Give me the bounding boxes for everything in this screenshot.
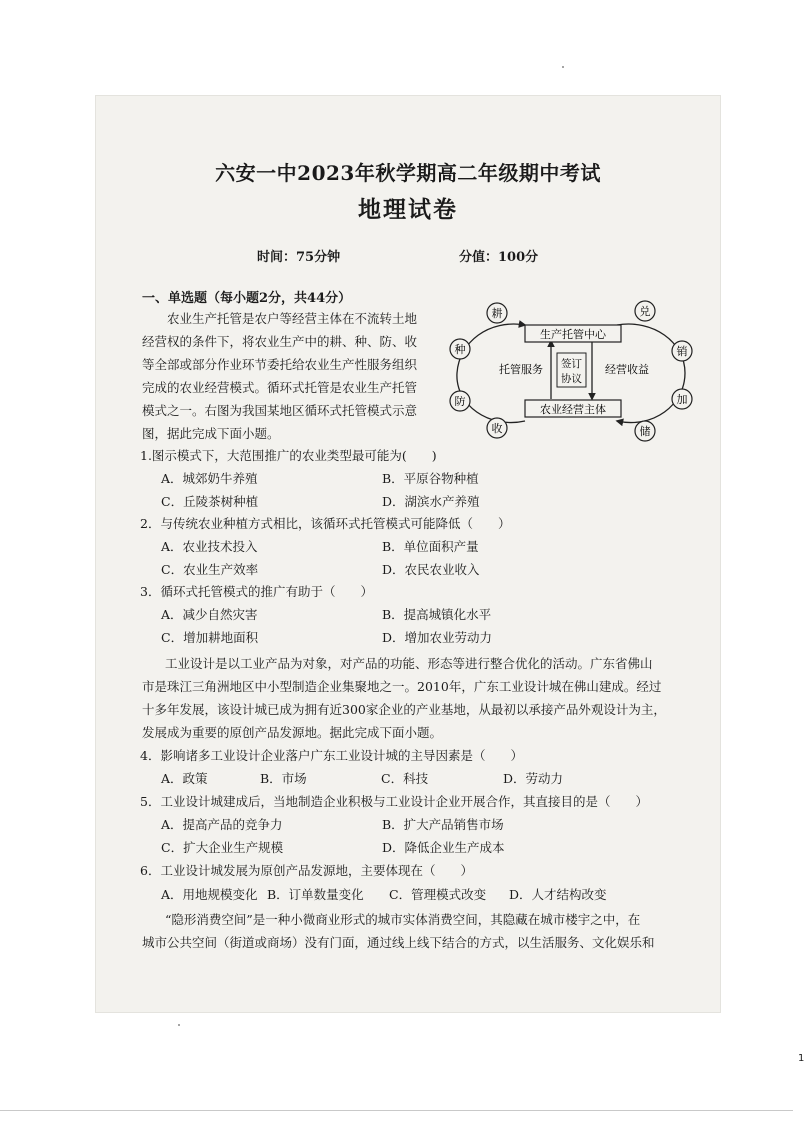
question-5-option-a: A．提高产品的竞争力 bbox=[161, 817, 283, 832]
question-3-stem: 3．循环式托管模式的推广有助于（ ） bbox=[140, 584, 373, 599]
question-4-option-b: B．市场 bbox=[260, 771, 307, 786]
agreement-label-1: 签订 bbox=[561, 358, 582, 370]
scan-dot bbox=[178, 1024, 180, 1026]
question-5-option-c: C．扩大企业生产规模 bbox=[161, 840, 284, 855]
node-store: 储 bbox=[639, 425, 651, 438]
question-2-option-b: B．单位面积产量 bbox=[382, 539, 479, 554]
question-1-option-c: C．丘陵茶树种植 bbox=[161, 494, 259, 509]
question-4-stem: 4．影响诸多工业设计企业落户广东工业设计城的主导因素是（ ） bbox=[140, 748, 523, 763]
question-1-stem: 1.图示模式下，大范围推广的农业类型最可能为( ) bbox=[140, 448, 437, 463]
operating-income-label: 经营收益 bbox=[605, 363, 649, 376]
question-5-stem: 5．工业设计城建成后，当地制造企业积极与工业设计企业开展合作，其直接目的是（ ） bbox=[140, 794, 648, 809]
exam-title: 六安一中2023年秋学期高二年级期中考试 bbox=[215, 161, 601, 185]
question-3-option-b: B．提高城镇化水平 bbox=[382, 607, 492, 622]
question-1-option-a: A．城郊奶牛养殖 bbox=[161, 471, 258, 486]
question-5-option-d: D．降低企业生产成本 bbox=[382, 840, 505, 855]
question-1-option-b: B．平原谷物种植 bbox=[382, 471, 479, 486]
question-4-option-c: C．科技 bbox=[381, 771, 429, 786]
intro1-line: 模式之一。右图为我国某地区循环式托管模式示意 bbox=[142, 403, 418, 418]
intro1-line: 完成的农业经营模式。循环式托管是农业生产托管 bbox=[142, 380, 418, 395]
intro2-line: 市是珠江三角洲地区中小型制造企业集聚地之一。2010年，广东工业设计城在佛山建成。经过 bbox=[142, 679, 662, 694]
question-6-option-b: B．订单数量变化 bbox=[267, 887, 364, 902]
node-plant: 种 bbox=[454, 343, 466, 356]
agreement-label-2: 协议 bbox=[561, 373, 582, 385]
exam-paper bbox=[95, 95, 804, 1064]
circular-custody-diagram bbox=[449, 297, 693, 449]
question-6-option-d: D．人才结构改变 bbox=[509, 887, 607, 902]
question-6-option-c: C．管理模式改变 bbox=[389, 887, 487, 902]
intro1-line: 经营权的条件下，将农业生产中的耕、种、防、收 bbox=[142, 334, 418, 349]
intro2-line: 十多年发展，该设计城已成为拥有近300家企业的产业基地，从最初以承接产品外观设计为主， bbox=[142, 702, 666, 717]
node-protect: 防 bbox=[454, 395, 466, 408]
custody-service-label: 托管服务 bbox=[499, 363, 543, 376]
node-process: 加 bbox=[676, 393, 688, 406]
question-2-option-c: C．农业生产效率 bbox=[161, 562, 259, 577]
intro3-line: 城市公共空间（街道或商场）没有门面，通过线上线下结合的方式，以生活服务、文化娱乐和 bbox=[142, 935, 655, 950]
question-2-stem: 2．与传统农业种植方式相比，该循环式托管模式可能降低（ ） bbox=[140, 516, 511, 531]
intro1-line: 等全部或部分作业环节委托给农业生产性服务组织 bbox=[142, 357, 418, 372]
section-heading: 一、单选题（每小题2分，共44分） bbox=[142, 291, 352, 306]
intro2-line: 发展成为重要的原创产品发源地。据此完成下面小题。 bbox=[142, 725, 443, 740]
question-2-option-d: D．农民农业收入 bbox=[382, 562, 480, 577]
node-harvest: 收 bbox=[491, 422, 503, 435]
question-4-option-a: A．政策 bbox=[161, 771, 208, 786]
question-6-option-a: A．用地规模变化 bbox=[161, 887, 258, 902]
node-plow: 耕 bbox=[491, 307, 503, 320]
node-sell: 销 bbox=[676, 345, 688, 358]
production-center-label: 生产托管中心 bbox=[540, 328, 606, 341]
exam-time: 时间：75分钟 bbox=[257, 250, 341, 265]
intro1-line: 农业生产托管是农户等经营主体在不流转土地 bbox=[167, 311, 418, 326]
question-1-option-d: D．湖滨水产养殖 bbox=[382, 494, 480, 509]
question-3-option-c: C．增加耕地面积 bbox=[161, 630, 259, 645]
page-number: 1 bbox=[798, 1053, 804, 1064]
question-6-stem: 6．工业设计城发展为原创产品发源地，主要体现在（ ） bbox=[140, 863, 473, 878]
question-3-option-d: D．增加农业劳动力 bbox=[382, 630, 493, 645]
exam-score: 分值：100分 bbox=[459, 250, 539, 265]
question-5-option-b: B．扩大产品销售市场 bbox=[382, 817, 504, 832]
node-exchange: 兑 bbox=[639, 305, 651, 318]
intro3-line: “隐形消费空间”是一种小微商业形式的城市实体消费空间，其隐藏在城市楼宇之中，在 bbox=[165, 912, 641, 927]
question-4-option-d: D．劳动力 bbox=[503, 771, 564, 786]
intro2-line: 工业设计是以工业产品为对象，对产品的功能、形态等进行整合优化的活动。广东省佛山 bbox=[165, 656, 653, 671]
bottom-divider bbox=[0, 1110, 793, 1111]
scan-dot bbox=[562, 66, 564, 68]
question-2-option-a: A．农业技术投入 bbox=[161, 539, 258, 554]
operator-label: 农业经营主体 bbox=[540, 403, 606, 416]
intro1-line: 图，据此完成下面小题。 bbox=[142, 426, 280, 441]
exam-subtitle: 地理试卷 bbox=[358, 196, 458, 223]
question-3-option-a: A．减少自然灾害 bbox=[161, 607, 258, 622]
